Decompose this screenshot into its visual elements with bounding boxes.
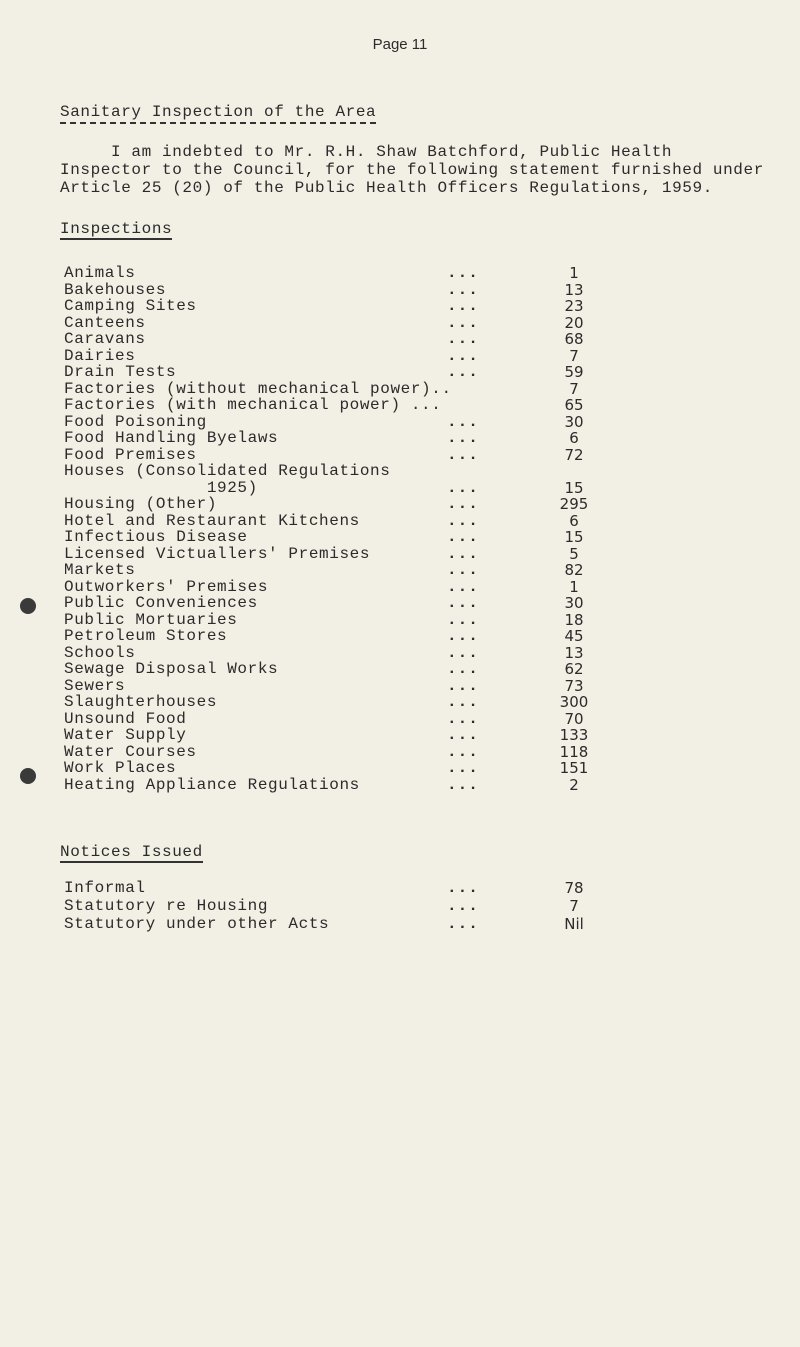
item-value: 20 (564, 313, 584, 332)
item-value: 13 (564, 280, 584, 299)
dot-leader: ... (447, 445, 479, 464)
page-number: Page 11 (372, 36, 428, 53)
item-label: Public Mortuaries (64, 610, 238, 629)
item-label: Statutory re Housing (64, 897, 269, 915)
item-value: 6 (569, 511, 579, 530)
list-item (64, 397, 604, 413)
list-item (64, 678, 604, 694)
item-value: 82 (564, 561, 584, 579)
list-item (64, 645, 604, 661)
item-value: 62 (564, 660, 584, 678)
dot-leader: ... (447, 478, 479, 497)
intro-line: Article 25 (20) of the Public Health Officers Regulations, 1959. (60, 179, 713, 197)
list-item (64, 414, 604, 430)
item-label: Housing (Other) (64, 495, 218, 513)
list-item (64, 447, 604, 463)
inspections-heading: Inspections (60, 220, 173, 238)
list-item (64, 463, 604, 479)
item-value: 72 (564, 445, 584, 464)
dot-leader: ... (447, 264, 479, 282)
dot-leader: ... (447, 759, 479, 777)
list-item (64, 612, 604, 628)
dot-leader: ... (447, 676, 479, 695)
item-label: Food Premises (64, 445, 197, 464)
list-item (64, 480, 604, 496)
item-label: Slaughterhouses (64, 693, 218, 711)
list-item (64, 661, 604, 677)
list-item (64, 315, 604, 331)
item-value: 68 (564, 330, 584, 348)
item-value: 30 (564, 412, 584, 431)
item-value: 45 (564, 627, 584, 645)
list-item (64, 496, 604, 512)
list-item (64, 348, 604, 364)
item-value: 2 (569, 775, 579, 794)
item-label: Petroleum Stores (64, 627, 228, 645)
item-value: 6 (569, 429, 579, 447)
item-value: 70 (564, 709, 584, 728)
item-label: Factories (with mechanical power) ... (64, 396, 442, 414)
dot-leader: ... (447, 528, 479, 546)
item-label: Dairies (64, 346, 136, 365)
list-item (64, 331, 604, 347)
item-label: Schools (64, 643, 136, 662)
section-title: Sanitary Inspection of the Area (60, 103, 376, 124)
item-label: Food Poisoning (64, 412, 207, 431)
dot-leader: ... (447, 775, 479, 794)
dot-leader: ... (447, 346, 479, 365)
item-label: Work Places (64, 759, 177, 777)
item-label: Animals (64, 264, 136, 282)
dot-leader: ... (447, 610, 479, 629)
item-label: Caravans (64, 330, 146, 348)
list-item (64, 760, 604, 776)
item-value: 23 (564, 297, 584, 315)
dot-leader: ... (447, 544, 479, 563)
dot-leader: ... (447, 742, 479, 761)
item-label: Houses (Consolidated Regulations (64, 462, 391, 480)
list-item (64, 898, 604, 914)
item-value: Nil (564, 915, 584, 933)
dot-leader: ... (447, 915, 479, 933)
dot-leader: ... (447, 660, 479, 678)
list-item (64, 298, 604, 314)
item-value: 1 (569, 264, 579, 282)
list-item (64, 381, 604, 397)
item-label: Statutory under other Acts (64, 915, 330, 933)
dot-leader: ... (447, 297, 479, 315)
list-item (64, 430, 604, 446)
item-label: Sewers (64, 676, 126, 695)
item-label: Camping Sites (64, 297, 197, 315)
item-label: Sewage Disposal Works (64, 660, 279, 678)
item-label: Infectious Disease (64, 528, 248, 546)
item-value: 30 (564, 594, 584, 612)
item-value: 18 (564, 610, 584, 629)
dot-leader: ... (447, 280, 479, 299)
item-value: 59 (564, 363, 584, 381)
item-value: 65 (564, 396, 584, 414)
item-value: 5 (569, 544, 579, 563)
list-item (64, 546, 604, 562)
dot-leader: ... (447, 429, 479, 447)
item-label: Bakehouses (64, 280, 167, 299)
dot-leader: ... (447, 495, 479, 513)
list-item (64, 694, 604, 710)
list-item (64, 727, 604, 743)
dot-leader: ... (447, 577, 479, 596)
list-item (64, 282, 604, 298)
list-item (64, 744, 604, 760)
item-value: 295 (559, 495, 589, 513)
item-value: 13 (564, 643, 584, 662)
item-value: 7 (569, 379, 579, 398)
dot-leader: ... (447, 313, 479, 332)
list-item (64, 364, 604, 380)
item-label: Water Courses (64, 742, 197, 761)
item-value: 151 (559, 759, 589, 777)
list-item (64, 880, 604, 896)
item-value: 7 (569, 897, 579, 915)
item-value: 73 (564, 676, 584, 695)
item-label: Public Conveniences (64, 594, 258, 612)
dot-leader: ... (447, 879, 479, 897)
dot-leader: ... (447, 726, 479, 744)
dot-leader: ... (447, 330, 479, 348)
list-item (64, 711, 604, 727)
item-label: Unsound Food (64, 709, 187, 728)
list-item (64, 265, 604, 281)
notices-heading: Notices Issued (60, 843, 203, 861)
dot-leader: ... (447, 709, 479, 728)
item-label: Markets (64, 561, 136, 579)
dot-leader: ... (447, 511, 479, 530)
intro-line: Inspector to the Council, for the following statement furnished under (60, 161, 764, 179)
item-value: 1 (569, 577, 579, 596)
dot-leader: ... (447, 363, 479, 381)
item-label: Water Supply (64, 726, 187, 744)
list-item (64, 529, 604, 545)
list-item (64, 777, 604, 793)
binding-hole (20, 598, 36, 614)
binding-hole (20, 768, 36, 784)
item-value: 15 (564, 528, 584, 546)
dot-leader: ... (447, 594, 479, 612)
item-label: Hotel and Restaurant Kitchens (64, 511, 360, 530)
dot-leader: ... (447, 412, 479, 431)
item-value: 7 (569, 346, 579, 365)
item-label: Canteens (64, 313, 146, 332)
item-label: Factories (without mechanical power).. (64, 379, 452, 398)
dot-leader: ... (447, 693, 479, 711)
item-value: 78 (564, 879, 584, 897)
item-value: 15 (564, 478, 584, 497)
item-label: Informal (64, 879, 146, 897)
list-item (64, 595, 604, 611)
item-label: 1925) (64, 478, 258, 497)
item-label: Drain Tests (64, 363, 177, 381)
list-item (64, 513, 604, 529)
dot-leader: ... (447, 643, 479, 662)
list-item (64, 916, 604, 932)
list-item (64, 628, 604, 644)
item-label: Food Handling Byelaws (64, 429, 279, 447)
intro-line: I am indebted to Mr. R.H. Shaw Batchford, Public Health (60, 143, 673, 161)
dot-leader: ... (447, 561, 479, 579)
dot-leader: ... (447, 897, 479, 915)
item-label: Licensed Victuallers' Premises (64, 544, 371, 563)
list-item (64, 562, 604, 578)
list-item (64, 579, 604, 595)
item-value: 118 (559, 742, 589, 761)
item-value: 300 (559, 693, 589, 711)
item-value: 133 (559, 726, 589, 744)
item-label: Heating Appliance Regulations (64, 775, 360, 794)
item-label: Outworkers' Premises (64, 577, 269, 596)
dot-leader: ... (447, 627, 479, 645)
